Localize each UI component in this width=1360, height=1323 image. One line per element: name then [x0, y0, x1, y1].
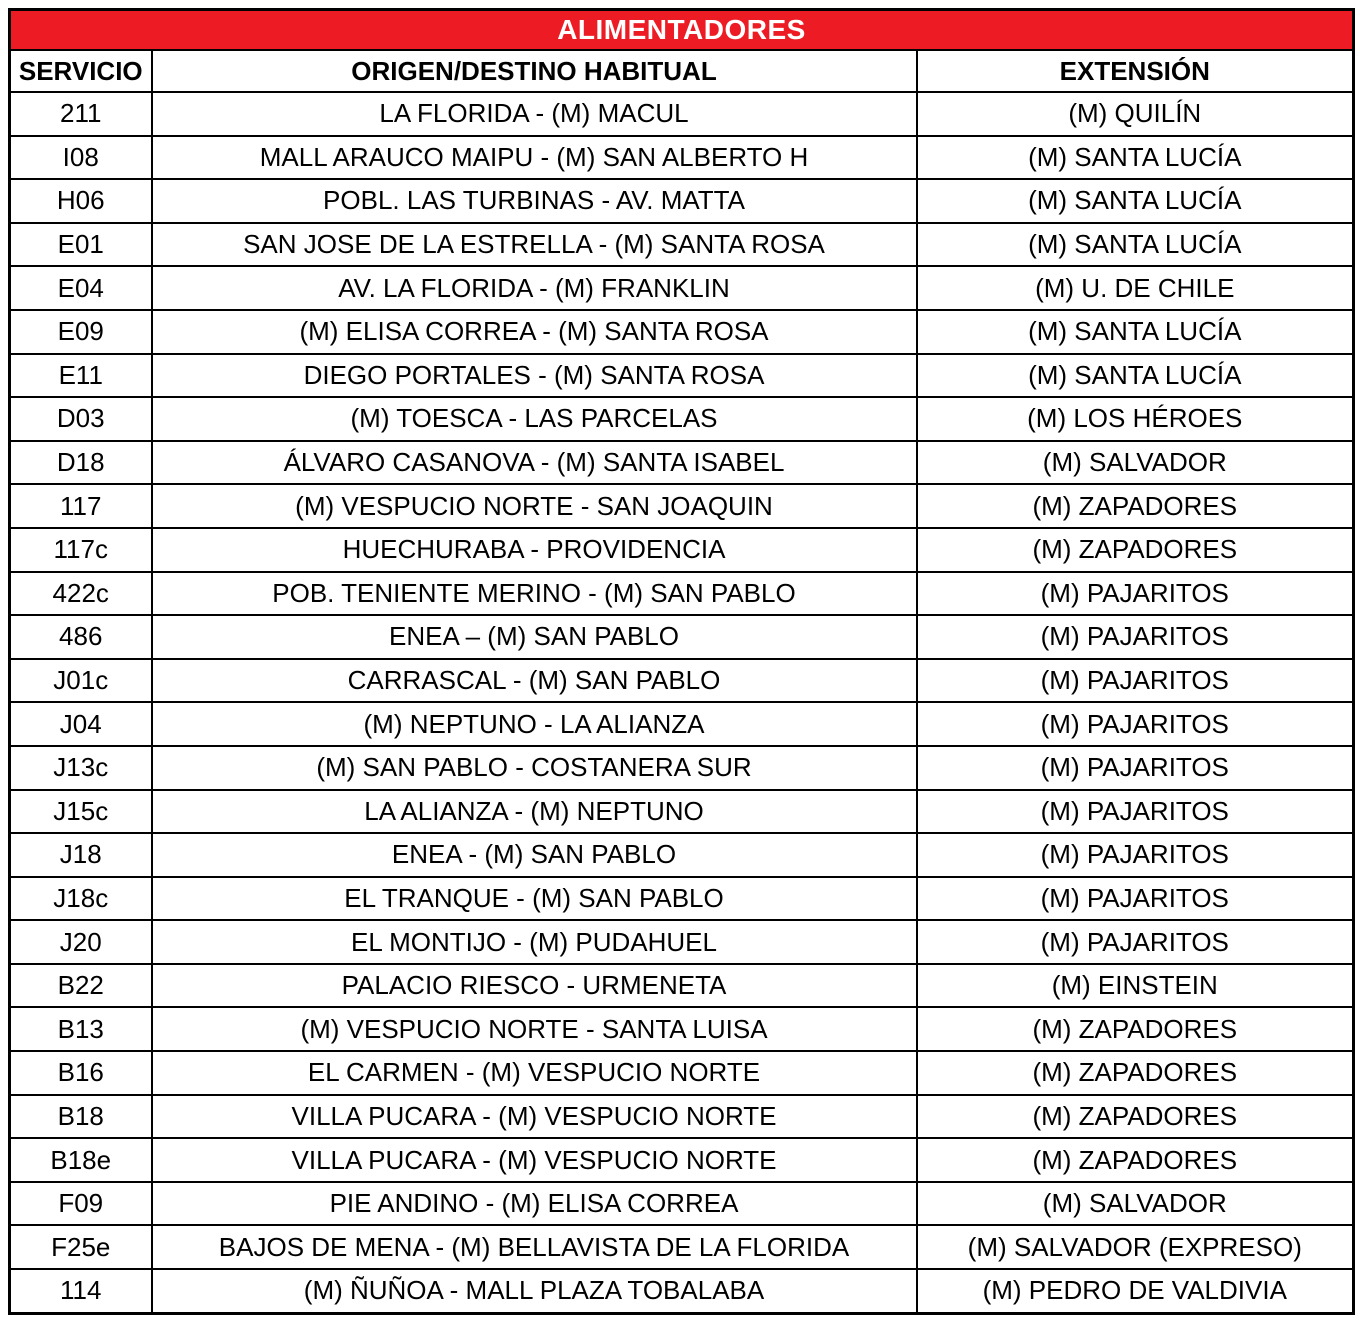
servicio-cell: J15c — [10, 790, 152, 834]
origen-destino-cell: (M) VESPUCIO NORTE - SANTA LUISA — [152, 1007, 917, 1051]
origen-destino-cell: CARRASCAL - (M) SAN PABLO — [152, 659, 917, 703]
table-row — [10, 572, 1354, 616]
servicio-cell: H06 — [10, 179, 152, 223]
servicio-cell: 117c — [10, 528, 152, 572]
table-row — [10, 1225, 1354, 1269]
extension-cell: (M) PAJARITOS — [917, 702, 1354, 746]
origen-destino-cell: POB. TENIENTE MERINO - (M) SAN PABLO — [152, 572, 917, 616]
servicio-cell: J01c — [10, 659, 152, 703]
document-page — [8, 8, 1352, 1315]
extension-cell: (M) ZAPADORES — [917, 1051, 1354, 1095]
extension-cell: (M) PAJARITOS — [917, 659, 1354, 703]
table-title-row — [10, 10, 1354, 51]
table-row — [10, 310, 1354, 354]
servicio-cell: 117 — [10, 484, 152, 528]
servicio-cell: D18 — [10, 441, 152, 485]
servicio-cell: E11 — [10, 354, 152, 398]
origen-destino-cell: LA FLORIDA - (M) MACUL — [152, 92, 917, 136]
origen-destino-cell: (M) TOESCA - LAS PARCELAS — [152, 397, 917, 441]
table-row — [10, 1182, 1354, 1226]
origen-destino-cell: LA ALIANZA - (M) NEPTUNO — [152, 790, 917, 834]
origen-destino-cell: EL MONTIJO - (M) PUDAHUEL — [152, 920, 917, 964]
origen-destino-cell: (M) ÑUÑOA - MALL PLAZA TOBALABA — [152, 1269, 917, 1313]
table-row — [10, 1269, 1354, 1313]
origen-destino-cell: EL TRANQUE - (M) SAN PABLO — [152, 877, 917, 921]
table-row — [10, 1095, 1354, 1139]
extension-cell: (M) ZAPADORES — [917, 1095, 1354, 1139]
servicio-cell: E04 — [10, 266, 152, 310]
table-row — [10, 136, 1354, 180]
table-row — [10, 484, 1354, 528]
table-row — [10, 659, 1354, 703]
extension-cell: (M) U. DE CHILE — [917, 266, 1354, 310]
extension-cell: (M) SANTA LUCÍA — [917, 354, 1354, 398]
origen-destino-cell: (M) VESPUCIO NORTE - SAN JOAQUIN — [152, 484, 917, 528]
alimentadores-table — [8, 8, 1355, 1315]
table-header-row — [10, 50, 1354, 92]
extension-cell: (M) PAJARITOS — [917, 790, 1354, 834]
table-row — [10, 528, 1354, 572]
servicio-cell: E01 — [10, 223, 152, 267]
servicio-cell: 486 — [10, 615, 152, 659]
table-row — [10, 615, 1354, 659]
servicio-cell: J18 — [10, 833, 152, 877]
origen-destino-cell: SAN JOSE DE LA ESTRELLA - (M) SANTA ROSA — [152, 223, 917, 267]
servicio-cell: F25e — [10, 1225, 152, 1269]
column-header-servicio: SERVICIO — [10, 50, 152, 92]
servicio-cell: 114 — [10, 1269, 152, 1313]
table-row — [10, 397, 1354, 441]
origen-destino-cell: AV. LA FLORIDA - (M) FRANKLIN — [152, 266, 917, 310]
extension-cell: (M) EINSTEIN — [917, 964, 1354, 1008]
table-row — [10, 266, 1354, 310]
column-header-extension: EXTENSIÓN — [917, 50, 1354, 92]
extension-cell: (M) PAJARITOS — [917, 920, 1354, 964]
table-row — [10, 702, 1354, 746]
servicio-cell: B18e — [10, 1138, 152, 1182]
table-row — [10, 179, 1354, 223]
servicio-cell: 211 — [10, 92, 152, 136]
table-row — [10, 441, 1354, 485]
origen-destino-cell: PIE ANDINO - (M) ELISA CORREA — [152, 1182, 917, 1226]
origen-destino-cell: POBL. LAS TURBINAS - AV. MATTA — [152, 179, 917, 223]
servicio-cell: J04 — [10, 702, 152, 746]
extension-cell: (M) SANTA LUCÍA — [917, 310, 1354, 354]
origen-destino-cell: (M) ELISA CORREA - (M) SANTA ROSA — [152, 310, 917, 354]
extension-cell: (M) SALVADOR — [917, 1182, 1354, 1226]
origen-destino-cell: EL CARMEN - (M) VESPUCIO NORTE — [152, 1051, 917, 1095]
extension-cell: (M) PEDRO DE VALDIVIA — [917, 1269, 1354, 1313]
extension-cell: (M) SANTA LUCÍA — [917, 223, 1354, 267]
extension-cell: (M) PAJARITOS — [917, 572, 1354, 616]
table-title: ALIMENTADORES — [10, 10, 1354, 51]
servicio-cell: B13 — [10, 1007, 152, 1051]
table-row — [10, 920, 1354, 964]
table-row — [10, 223, 1354, 267]
origen-destino-cell: VILLA PUCARA - (M) VESPUCIO NORTE — [152, 1138, 917, 1182]
table-row — [10, 790, 1354, 834]
servicio-cell: B22 — [10, 964, 152, 1008]
origen-destino-cell: HUECHURABA - PROVIDENCIA — [152, 528, 917, 572]
origen-destino-cell: ENEA – (M) SAN PABLO — [152, 615, 917, 659]
servicio-cell: E09 — [10, 310, 152, 354]
origen-destino-cell: BAJOS DE MENA - (M) BELLAVISTA DE LA FLORIDA — [152, 1225, 917, 1269]
servicio-cell: I08 — [10, 136, 152, 180]
table-row — [10, 964, 1354, 1008]
extension-cell: (M) ZAPADORES — [917, 484, 1354, 528]
servicio-cell: B16 — [10, 1051, 152, 1095]
origen-destino-cell: PALACIO RIESCO - URMENETA — [152, 964, 917, 1008]
column-header-origen-destino: ORIGEN/DESTINO HABITUAL — [152, 50, 917, 92]
table-row — [10, 1138, 1354, 1182]
table-row — [10, 877, 1354, 921]
extension-cell: (M) ZAPADORES — [917, 1007, 1354, 1051]
servicio-cell: 422c — [10, 572, 152, 616]
origen-destino-cell: MALL ARAUCO MAIPU - (M) SAN ALBERTO H — [152, 136, 917, 180]
table-row — [10, 92, 1354, 136]
table-row — [10, 354, 1354, 398]
servicio-cell: D03 — [10, 397, 152, 441]
servicio-cell: J20 — [10, 920, 152, 964]
extension-cell: (M) SALVADOR — [917, 441, 1354, 485]
extension-cell: (M) QUILÍN — [917, 92, 1354, 136]
extension-cell: (M) ZAPADORES — [917, 528, 1354, 572]
table-row — [10, 1051, 1354, 1095]
extension-cell: (M) SALVADOR (EXPRESO) — [917, 1225, 1354, 1269]
origen-destino-cell: VILLA PUCARA - (M) VESPUCIO NORTE — [152, 1095, 917, 1139]
origen-destino-cell: DIEGO PORTALES - (M) SANTA ROSA — [152, 354, 917, 398]
table-row — [10, 1007, 1354, 1051]
table-row — [10, 833, 1354, 877]
origen-destino-cell: ÁLVARO CASANOVA - (M) SANTA ISABEL — [152, 441, 917, 485]
servicio-cell: F09 — [10, 1182, 152, 1226]
table-body — [10, 92, 1354, 1313]
extension-cell: (M) PAJARITOS — [917, 833, 1354, 877]
servicio-cell: J13c — [10, 746, 152, 790]
extension-cell: (M) SANTA LUCÍA — [917, 179, 1354, 223]
origen-destino-cell: ENEA - (M) SAN PABLO — [152, 833, 917, 877]
origen-destino-cell: (M) NEPTUNO - LA ALIANZA — [152, 702, 917, 746]
origen-destino-cell: (M) SAN PABLO - COSTANERA SUR — [152, 746, 917, 790]
servicio-cell: B18 — [10, 1095, 152, 1139]
extension-cell: (M) PAJARITOS — [917, 746, 1354, 790]
extension-cell: (M) PAJARITOS — [917, 877, 1354, 921]
servicio-cell: J18c — [10, 877, 152, 921]
extension-cell: (M) PAJARITOS — [917, 615, 1354, 659]
extension-cell: (M) LOS HÉROES — [917, 397, 1354, 441]
extension-cell: (M) ZAPADORES — [917, 1138, 1354, 1182]
extension-cell: (M) SANTA LUCÍA — [917, 136, 1354, 180]
table-row — [10, 746, 1354, 790]
